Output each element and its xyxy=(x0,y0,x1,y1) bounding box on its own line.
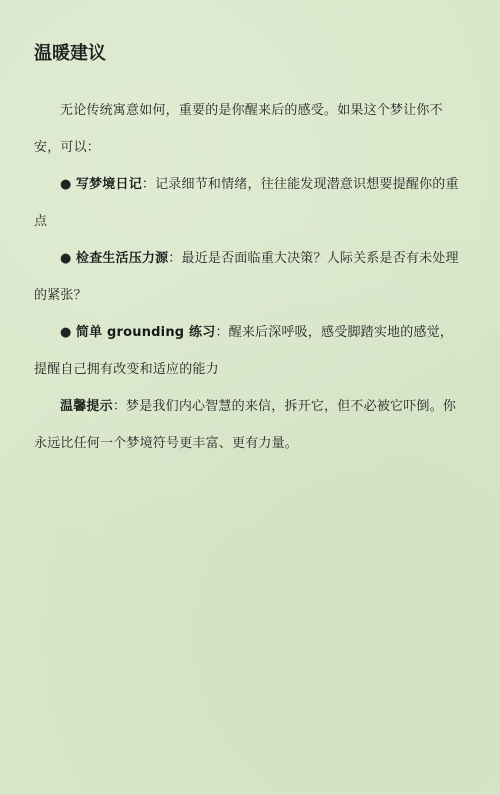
bullet-colon: ： xyxy=(215,325,229,340)
bullet-body: 醒来后深呼吸，感受脚踏实地的感觉，提醒自己拥有改变和适应的能力 xyxy=(34,325,454,377)
bullet-body: 最近是否面临重大决策？人际关系是否有未处理的紧张？ xyxy=(34,251,459,303)
tip-body: 梦是我们内心智慧的来信，拆开它，但不必被它吓倒。你永远比任何一个梦境符号更丰富、更有力量。 xyxy=(34,399,457,451)
bullet-title: 简单 grounding 练习 xyxy=(75,325,216,340)
bullet-colon: ： xyxy=(168,251,182,266)
bullet-item-grounding xyxy=(34,314,466,388)
tip-title: 温馨提示 xyxy=(60,399,113,414)
tip-colon: ： xyxy=(112,399,127,414)
bullet-body: 记录细节和情绪，往往能发现潜意识想要提醒你的重点 xyxy=(34,177,459,229)
bullet-title: 检查生活压力源 xyxy=(75,251,169,266)
bullet-title: 写梦境日记 xyxy=(75,177,142,192)
tip-paragraph xyxy=(34,388,466,462)
bullet-colon: ： xyxy=(141,177,156,192)
bullet-item-journal xyxy=(34,166,466,240)
bullet-item-stress xyxy=(34,240,466,314)
bullet-dot-icon: ● xyxy=(60,251,72,266)
bullet-dot-icon: ● xyxy=(60,325,72,340)
bullet-dot-icon: ● xyxy=(60,177,72,192)
intro-paragraph: 无论传统寓意如何，重要的是你醒来后的感受。如果这个梦让你不安，可以： xyxy=(34,103,443,155)
section-heading: 温暖建议 xyxy=(34,43,106,64)
